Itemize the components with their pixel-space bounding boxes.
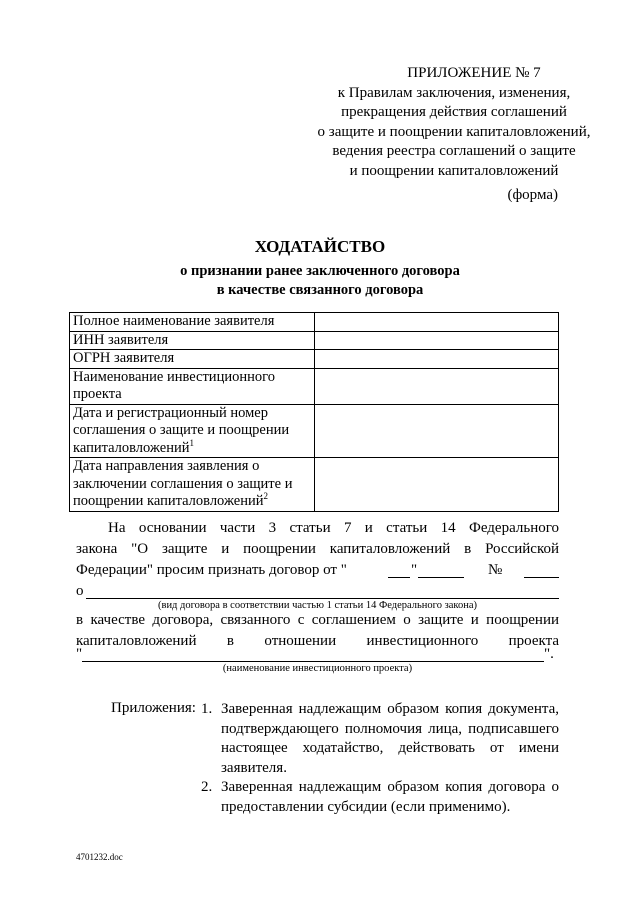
month-year-field[interactable] xyxy=(418,577,464,578)
table-row xyxy=(70,331,559,350)
paragraph-line: в качестве договора, связанного с соглашением о защите и поощрении xyxy=(76,612,559,628)
list-item xyxy=(201,778,559,817)
table-row xyxy=(70,404,559,458)
appendix-line: прекращения действия соглашений xyxy=(341,104,567,120)
row-value-field[interactable] xyxy=(315,404,559,458)
document-title: ХОДАТАЙСТВО xyxy=(254,237,386,256)
footnote-mark: 2 xyxy=(263,491,268,502)
row-label: ИНН заявителя xyxy=(70,331,315,350)
footnote-mark: 1 xyxy=(189,437,194,448)
row-label: Наименование инвестиционного проекта xyxy=(70,368,315,404)
footer-filename: 4701232.doc xyxy=(76,852,123,862)
row-value-field[interactable] xyxy=(315,350,559,369)
appendix-line: о защите и поощрении капиталовложений, xyxy=(317,123,591,140)
text-fragment: ". xyxy=(544,646,554,662)
form-label: (форма) xyxy=(507,187,558,203)
applicant-table xyxy=(69,312,559,512)
list-item-number: 2. xyxy=(201,779,213,795)
subtitle-line: в качестве связанного договора xyxy=(216,282,424,298)
appendix-header xyxy=(250,64,640,181)
table-row xyxy=(70,350,559,369)
contract-type-field[interactable] xyxy=(86,598,559,599)
contract-number-field[interactable] xyxy=(524,577,559,578)
attachments-label: Приложения: xyxy=(111,700,196,716)
attachments-list xyxy=(201,700,559,817)
row-label xyxy=(70,458,315,512)
appendix-title: ПРИЛОЖЕНИЕ № 7 xyxy=(407,65,541,81)
row-label-text: Дата и регистрационный номер соглашения о защите и поощрении капиталовложений xyxy=(73,404,290,456)
text-fragment: " xyxy=(411,562,418,578)
table-row xyxy=(70,368,559,404)
table-row xyxy=(70,313,559,332)
text-fragment: " xyxy=(76,646,83,662)
row-label: ОГРН заявителя xyxy=(70,350,315,369)
list-item xyxy=(201,700,559,778)
row-label: Полное наименование заявителя xyxy=(70,313,315,332)
appendix-line: ведения реестра соглашений о защите xyxy=(332,143,576,159)
row-label xyxy=(70,404,315,458)
list-item-number: 1. xyxy=(201,701,213,717)
row-value-field[interactable] xyxy=(315,458,559,512)
text-fragment: Федерации" просим признать договор от " xyxy=(76,562,347,578)
appendix-line: и поощрении капиталовложений xyxy=(349,162,559,179)
subtitle-line: о признании ранее заключенного договора xyxy=(180,263,460,279)
paragraph-line: закона "О защите и поощрении капиталовложений в Российской xyxy=(76,541,559,557)
day-field[interactable] xyxy=(388,577,410,578)
paragraph-line: На основании части 3 статьи 7 и статьи 14 Федерального xyxy=(108,520,559,536)
list-item-text: Заверенная надлежащим образом копия документа, подтверждающего полномочия лица, подписавшего настоящее ходатайство, действовать от имени заявителя. xyxy=(221,701,559,776)
row-value-field[interactable] xyxy=(315,313,559,332)
row-label-text: Дата направления заявления о заключении соглашения о защите и поощрении капиталовложений xyxy=(73,458,293,509)
row-value-field[interactable] xyxy=(315,368,559,404)
list-item-text: Заверенная надлежащим образом копия договора о предоставлении субсидии (если применимо). xyxy=(221,779,559,815)
document-subtitle xyxy=(0,262,640,300)
table-row xyxy=(70,458,559,512)
number-sign: № xyxy=(488,562,503,578)
project-name-field[interactable] xyxy=(82,661,544,662)
field-caption: (вид договора в соответствии частью 1 статьи 14 Федерального закона) xyxy=(157,600,477,611)
text-fragment: о xyxy=(76,583,84,599)
paragraph-line: капиталовложений в отношении инвестиционного проекта xyxy=(76,633,559,649)
row-value-field[interactable] xyxy=(315,331,559,350)
field-caption: (наименование инвестиционного проекта) xyxy=(222,663,413,674)
appendix-line: к Правилам заключения, изменения, xyxy=(337,84,571,101)
paragraph-line xyxy=(76,562,347,579)
